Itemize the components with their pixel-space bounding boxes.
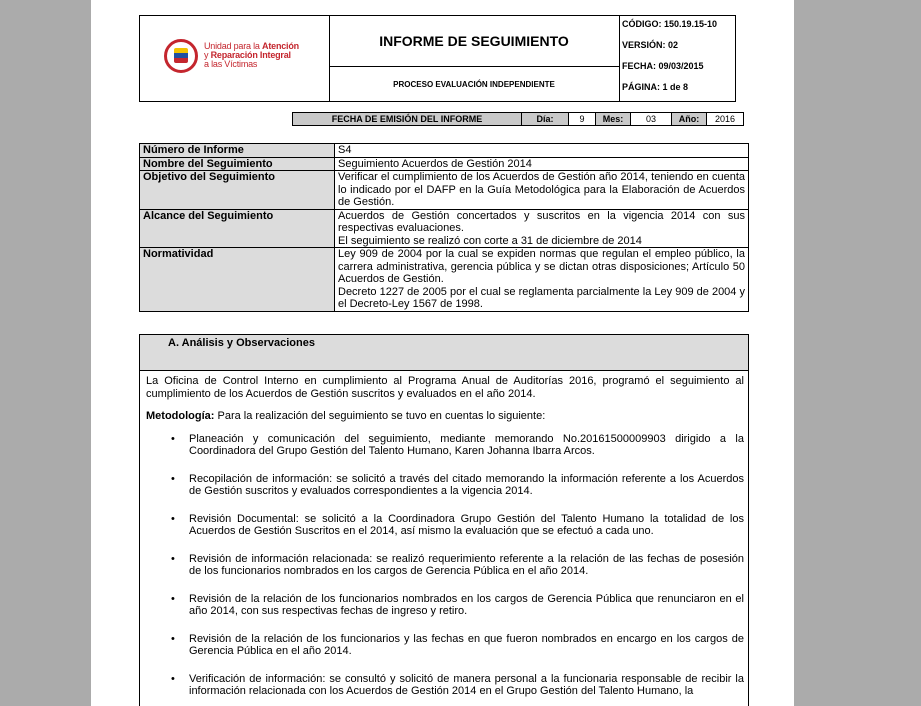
table-row [140,157,749,171]
bullet-icon: • [171,672,175,685]
info-value: Ley 909 de 2004 por la cual se expiden normas que regulan el empleo público, la carrera administrativa, gerencia pública y se dictan otras disposiciones; Artículo 50 Acuerdos de Gestión. Decreto 1227 de 2005 por el cual se reglamenta parcialmente la Ley 909 de 2004 y el Decreto-Ley 1567 de 1998. [335,248,749,312]
bullet-icon: • [171,432,175,445]
methodology-paragraph: Metodología: Para la realización del seguimiento se tuvo en cuentas lo siguiente: [146,410,546,422]
list-item: • Verificación de información: se consultó y solicitó de manera personal a la funcionaria responsable de recibir la información relacionada con los Acuerdos de Gestión 2014 en el Grupo Gestión del Talento Humano, la [171,672,744,697]
month-value: 03 [630,112,672,126]
info-value: Seguimiento Acuerdos de Gestión 2014 [335,157,749,171]
list-item: • Revisión Documental: se solicitó a la Coordinadora Grupo Gestión del Talento Humano la totalidad de los Acuerdos de Gestión Suscritos en el 2014, así mismo la evaluación que se efectuó a cada uno. [171,512,744,537]
day-value: 9 [568,112,596,126]
header-title-cell [329,16,620,101]
info-key: Número de Informe [140,144,335,158]
document-title: INFORME DE SEGUIMIENTO [329,16,619,67]
emission-date-label: FECHA DE EMISIÓN DEL INFORME [292,112,522,126]
bullet-icon: • [171,552,175,565]
document-code: CÓDIGO: 150.19.15-10 [622,19,718,29]
year-value: 2016 [706,112,744,126]
process-name: PROCESO EVALUACIÓN INDEPENDIENTE [393,79,555,89]
table-row [140,209,749,248]
info-key: Nombre del Seguimiento [140,157,335,171]
info-value: S4 [335,144,749,158]
day-label: Día: [521,112,569,126]
info-key: Normatividad [140,248,335,312]
bullet-icon: • [171,512,175,525]
logo-cell [140,16,330,101]
page-number: PÁGINA: 1 de 8 [622,82,689,92]
bullet-icon: • [171,472,175,485]
info-key: Objetivo del Seguimiento [140,171,335,210]
table-row [140,144,749,158]
document-version: VERSIÓN: 02 [622,40,679,50]
coat-of-arms-icon [164,39,198,73]
bullet-icon: • [171,592,175,605]
organization-logo-text: Unidad para la Atención y Reparación Integral a las Víctimas [204,41,299,69]
document-page [91,0,794,706]
methodology-list [146,433,744,698]
document-date: FECHA: 09/03/2015 [622,61,704,71]
document-header [139,15,736,102]
year-label: Año: [671,112,707,126]
report-info-table [139,143,749,312]
table-row [140,171,749,210]
methodology-label: Metodología: [146,410,215,422]
analysis-intro: La Oficina de Control Interno en cumplimiento al Programa Anual de Auditorías 2016, programó el seguimiento al cumplimiento de los Acuerdos de Gestión suscritos y evaluados en el año 2014. [146,375,744,400]
info-key: Alcance del Seguimiento [140,209,335,248]
table-row [140,248,749,312]
list-item: • Planeación y comunicación del seguimiento, mediante memorando No.20161500009903 dirigido a la Coordinadora del Grupo Gestión del Talento Humano, Karen Johanna Ibarra Arcos. [171,432,744,457]
analysis-body [139,370,749,706]
list-item: • Recopilación de información: se solicitó a través del citado memorando la información referente a los Acuerdos de Gestión suscritos y evaluados correspondientes a la vigencia 2014. [171,472,744,497]
list-item: • Revisión de la relación de los funcionarios y las fechas en que fueron nombrados en encargo en los cargos de Gerencia Pública en el año 2014. [171,632,744,657]
document-metadata [620,16,737,101]
bullet-icon: • [171,632,175,645]
info-value: Acuerdos de Gestión concertados y suscritos en la vigencia 2014 con sus respectivas evaluaciones. El seguimiento se realizó con corte a 31 de diciembre de 2014 [335,209,749,248]
emission-date-row [293,112,744,126]
info-value: Verificar el cumplimiento de los Acuerdos de Gestión año 2014, teniendo en cuenta lo indicado por el DAFP en la Guía Metodológica para la Elaboración de Acuerdos de Gestión. [335,171,749,210]
month-label: Mes: [595,112,631,126]
list-item: • Revisión de información relacionada: se realizó requerimiento referente a la relación de las fechas de posesión de los funcionarios nombrados en los cargos de Gerencia Pública en el año 2014. [171,552,744,577]
analysis-heading: A. Análisis y Observaciones [139,334,749,371]
list-item: • Revisión de la relación de los funcionarios nombrados en los cargos de Gerencia Pública que renunciaron en el año 2014, con sus respectivas fechas de ingreso y retiro. [171,592,744,617]
